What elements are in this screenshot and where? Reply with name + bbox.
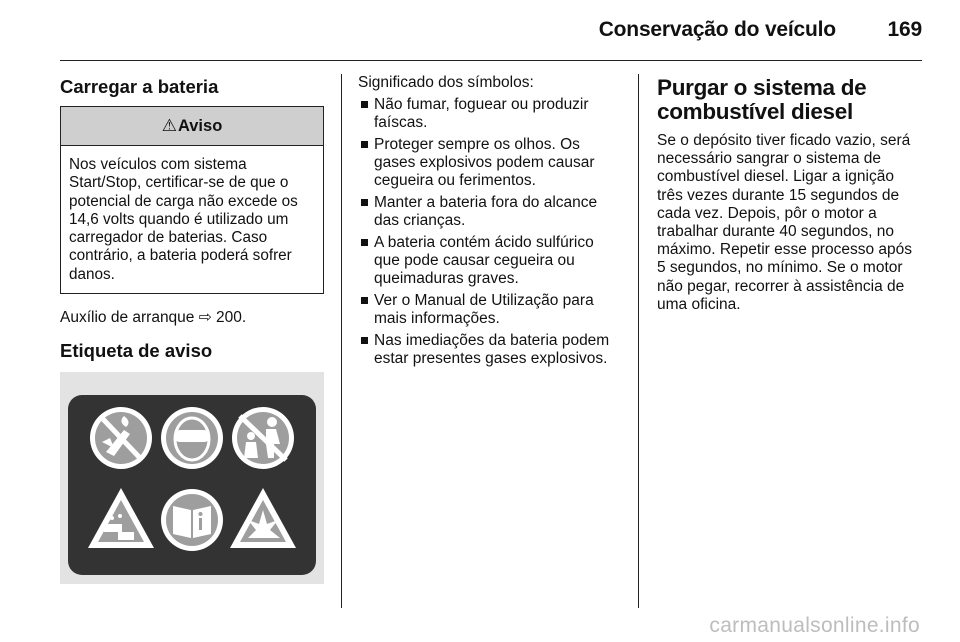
list-item: Nas imediações da bateria podem estar presentes gases explosivos. <box>358 332 622 368</box>
subsection-warning-label: Etiqueta de aviso <box>60 340 213 362</box>
warning-title: Aviso <box>177 117 223 135</box>
warning-label-graphic <box>60 372 324 584</box>
page-header <box>599 18 922 42</box>
column-divider-2 <box>638 74 639 608</box>
header-rule <box>60 60 922 61</box>
symbols-intro: Significado dos símbolos: <box>358 74 534 91</box>
jump-start-page[interactable]: 200. <box>216 309 247 327</box>
symbols-list <box>358 96 622 368</box>
column-right <box>657 74 923 314</box>
list-item: Manter a bateria fora do alcance das crianças. <box>358 194 622 230</box>
diesel-bleed-text: Se o depósito tiver ficado vazio, será necessário sangrar o sistema de combustível diesel. Ligar a ignição três vezes durante 15 segundos de cada vez. Depois, pôr o motor a trabalhar durante 40 segundos, no máximo. Repetir esse processo após 5 segundos, no mínimo. Se o motor não pegar, recorrer à assistência de uma oficina. <box>657 132 913 313</box>
page-number: 169 <box>887 18 922 41</box>
list-item: A bateria contém ácido sulfúrico que pode causar cegueira ou queimaduras graves. <box>358 234 622 288</box>
warning-text: Nos veículos com sistema Start/Stop, certificar-se de que o potencial de carga não excede os 14,6 volts quando é utilizado um carregador de baterias. Caso contrário, a bateria poderá sofrer danos. <box>69 156 298 283</box>
watermark: carmanualsonline.info <box>709 614 920 637</box>
read-manual-icon <box>161 489 223 551</box>
column-left <box>60 74 324 584</box>
eye-protection-icon <box>161 407 223 469</box>
warning-header <box>61 107 323 146</box>
column-divider-1 <box>341 74 342 608</box>
chapter-title: Conservação do veículo <box>598 18 836 41</box>
jump-start-reference <box>60 309 324 327</box>
warning-box <box>60 106 324 294</box>
page-ref-arrow-icon: ⇨ <box>198 309 212 327</box>
list-item: Proteger sempre os olhos. Os gases explosivos podem causar cegueira ou ferimentos. <box>358 136 622 190</box>
list-item: Ver o Manual de Utilização para mais informações. <box>358 292 622 328</box>
section-title-battery: Carregar a bateria <box>60 76 219 97</box>
warning-triangle-icon: ⚠ <box>161 116 177 135</box>
keep-away-children-icon <box>232 407 294 469</box>
section-title-diesel: Purgar o sistema de combustível diesel <box>657 75 867 124</box>
column-middle <box>358 74 622 372</box>
jump-start-text: Auxílio de arranque <box>60 309 195 327</box>
no-smoking-icon <box>90 407 152 469</box>
battery-warning-label-image <box>60 372 324 584</box>
list-item: Não fumar, foguear ou produzir faíscas. <box>358 96 622 132</box>
